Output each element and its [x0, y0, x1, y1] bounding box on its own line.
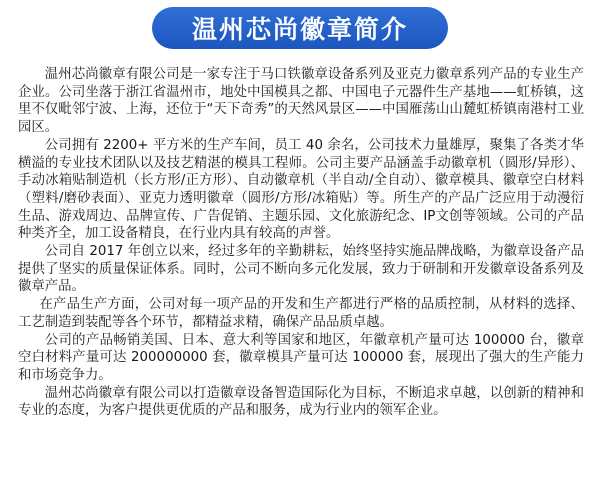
- company-introduction: [18, 66, 584, 420]
- intro-paragraph-5: 公司的产品畅销美国、日本、意大利等国家和地区，年徽章机产量可达 100000 台，徽章空白材料产量可达 200000000 套，徽章模具产量可达 100000 套，展现出了强大的生产能力和市场竞争力。: [18, 332, 584, 383]
- intro-paragraph-6: 温州芯尚徽章有限公司以打造徽章设备智造国际化为目标，不断追求卓越，以创新的精神和专业的态度，为客户提供更优质的产品和服务，成为行业内的领军企业。: [18, 385, 584, 419]
- intro-paragraph-2: 公司拥有 2200+ 平方米的生产车间，员工 40 余名，公司技术力量雄厚，聚集了各类才华横溢的专业技术团队以及技艺精湛的模具工程师。公司主要产品涵盖手动徽章机（圆形/异形）、手动冰箱贴制造机（长方形/正方形）、自动徽章机（半自动/全自动）、徽章模具、徽章空白材料（塑料/磨砂表面）、亚克力透明徽章（圆形/方形/冰箱贴）等。所生产的产品广泛应用于动漫衍生品、游戏周边、品牌宣传、广告促销、主题乐园、文化旅游纪念、IP文创等领域。公司的产品种类齐全，加工设备精良，在行业内具有较高的声誉。: [18, 137, 584, 242]
- title-banner: [152, 7, 448, 49]
- intro-paragraph-4: 在产品生产方面，公司对每一项产品的开发和生产都进行严格的品质控制，从材料的选择、工艺制造到装配等各个环节，都精益求精，确保产品品质卓越。: [18, 297, 584, 330]
- intro-paragraph-3: 公司自 2017 年创立以来，经过多年的辛勤耕耘，始终坚持实施品牌战略，为徽章设备产品提供了坚实的质量保证体系。同时，公司不断向多元化发展，致力于研制和开发徽章设备系列及徽章产品。: [18, 244, 584, 295]
- page-title: 温州芯尚徽章简介: [191, 15, 408, 44]
- intro-paragraph-1: 温州芯尚徽章有限公司是一家专注于马口铁徽章设备系列及亚克力徽章系列产品的专业生产企业。公司坐落于浙江省温州市，地处中国模具之都、中国电子元器件生产基地——虹桥镇，这里不仅毗邻宁波、上海，还位于“天下奇秀”的天然风景区——中国雁荡山山麓虹桥镇南港村工业园区。: [18, 67, 584, 136]
